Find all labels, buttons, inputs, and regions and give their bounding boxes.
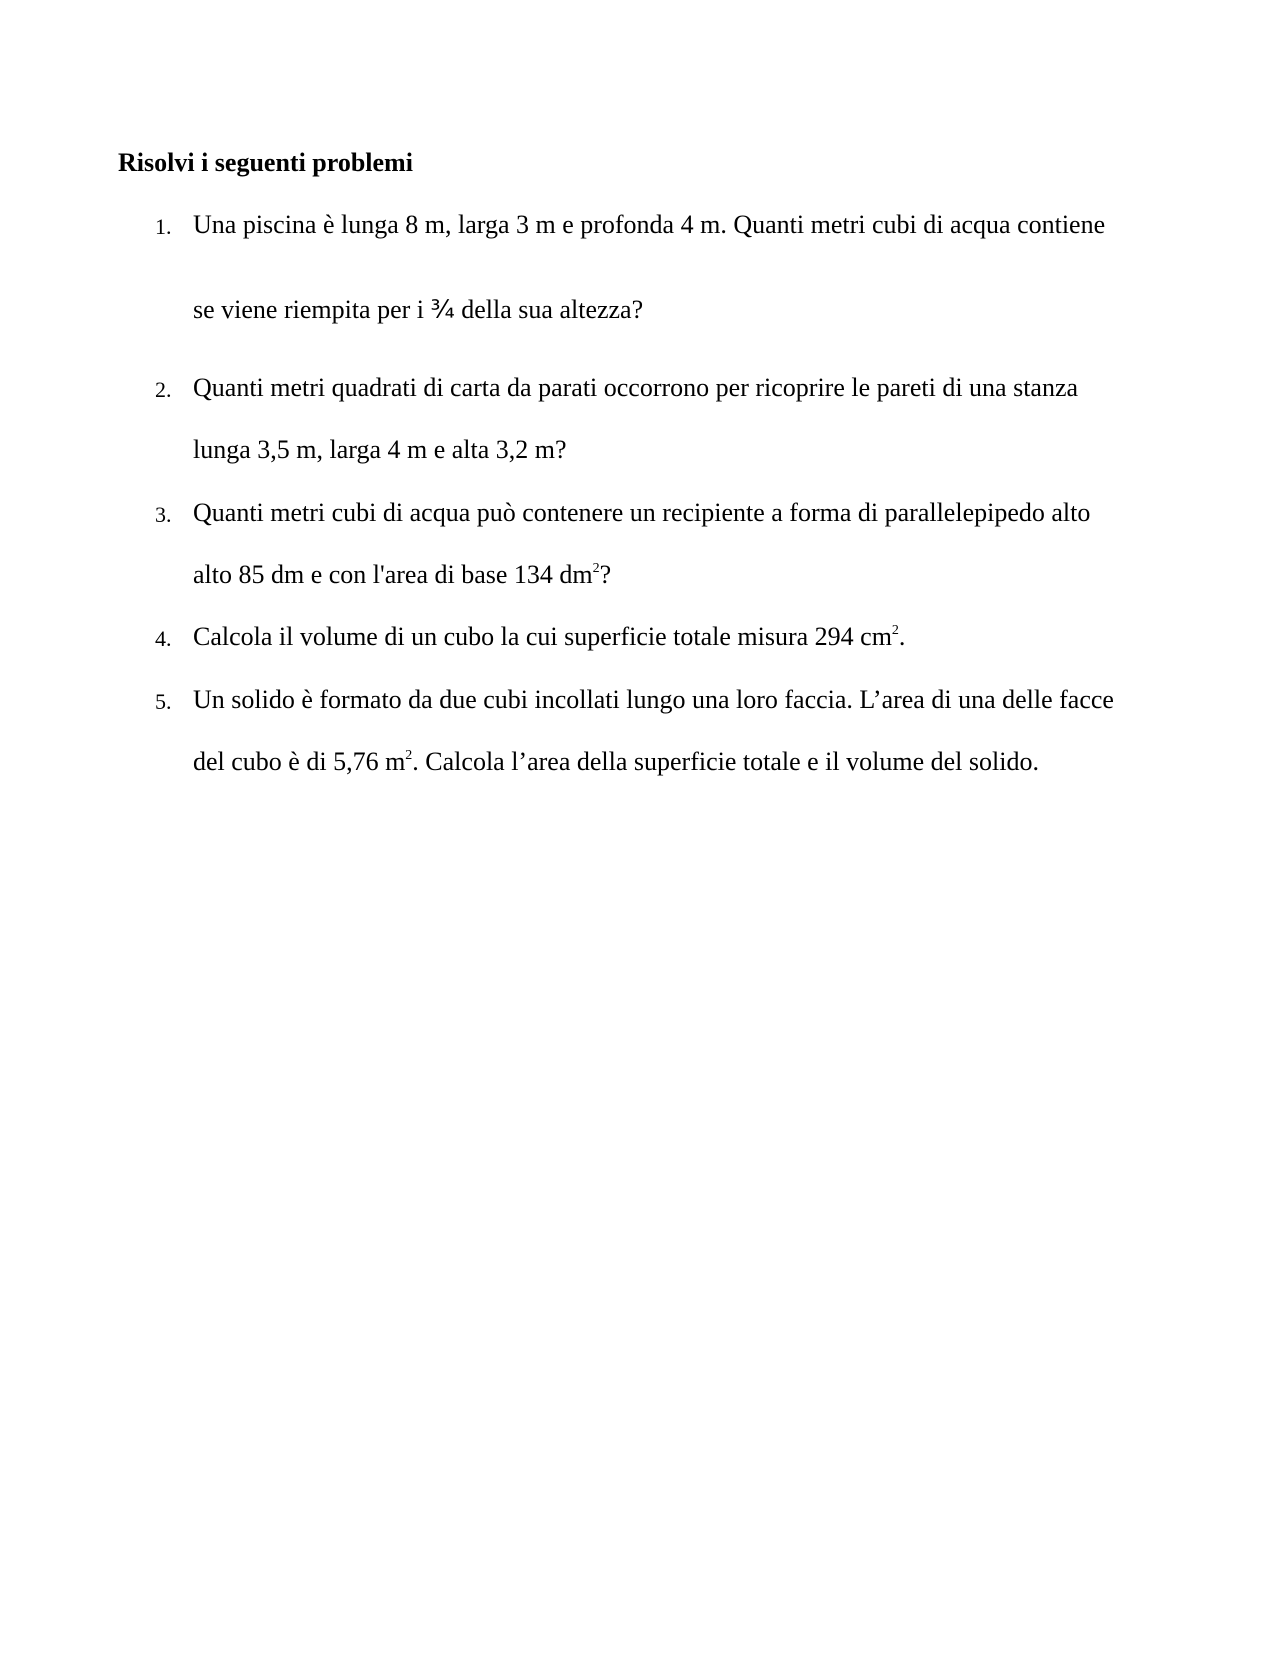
problem-text-line — [193, 293, 643, 327]
problem-number: 4. — [155, 626, 172, 651]
superscript: 2 — [592, 561, 600, 576]
fraction-three-quarters: ¾ — [430, 295, 455, 324]
text-segment: Calcola il volume di un cubo la cui superficie totale misura 294 cm — [193, 622, 892, 651]
text-segment: ? — [599, 560, 612, 589]
problem-number: 3. — [155, 502, 172, 527]
problem-number: 2. — [155, 377, 172, 402]
text-segment: se viene riempita per i — [193, 295, 431, 324]
problem-text-line: Quanti metri quadrati di carta da parati occorrono per ricoprire le pareti di una stanza — [193, 373, 1079, 402]
superscript: 2 — [891, 623, 899, 638]
problem-number: 1. — [155, 214, 172, 239]
problem-text-line: Quanti metri cubi di acqua può contenere un recipiente a forma di parallelepipedo alto — [193, 498, 1091, 527]
problem-text-line: Un solido è formato da due cubi incollati lungo una loro faccia. L’area di una delle facce — [193, 685, 1114, 714]
problem-text-line — [193, 558, 611, 592]
text-segment: . — [898, 622, 906, 651]
problem-text-line: lunga 3,5 m, larga 4 m e alta 3,2 m? — [193, 435, 567, 464]
problem-text-line: Una piscina è lunga 8 m, larga 3 m e profonda 4 m. Quanti metri cubi di acqua contiene — [193, 210, 1106, 239]
problem-text-line — [193, 745, 1039, 779]
text-segment: della sua altezza? — [454, 295, 644, 324]
text-segment: alto 85 dm e con l'area di base 134 dm — [193, 560, 593, 589]
text-segment: del cubo è di 5,76 m — [193, 747, 406, 776]
superscript: 2 — [405, 748, 413, 763]
problem-number: 5. — [155, 689, 172, 714]
problem-text-line — [193, 620, 905, 654]
text-segment: . Calcola l’area della superficie totale e il volume del solido. — [412, 747, 1039, 776]
page-title: Risolvi i seguenti problemi — [118, 148, 413, 177]
